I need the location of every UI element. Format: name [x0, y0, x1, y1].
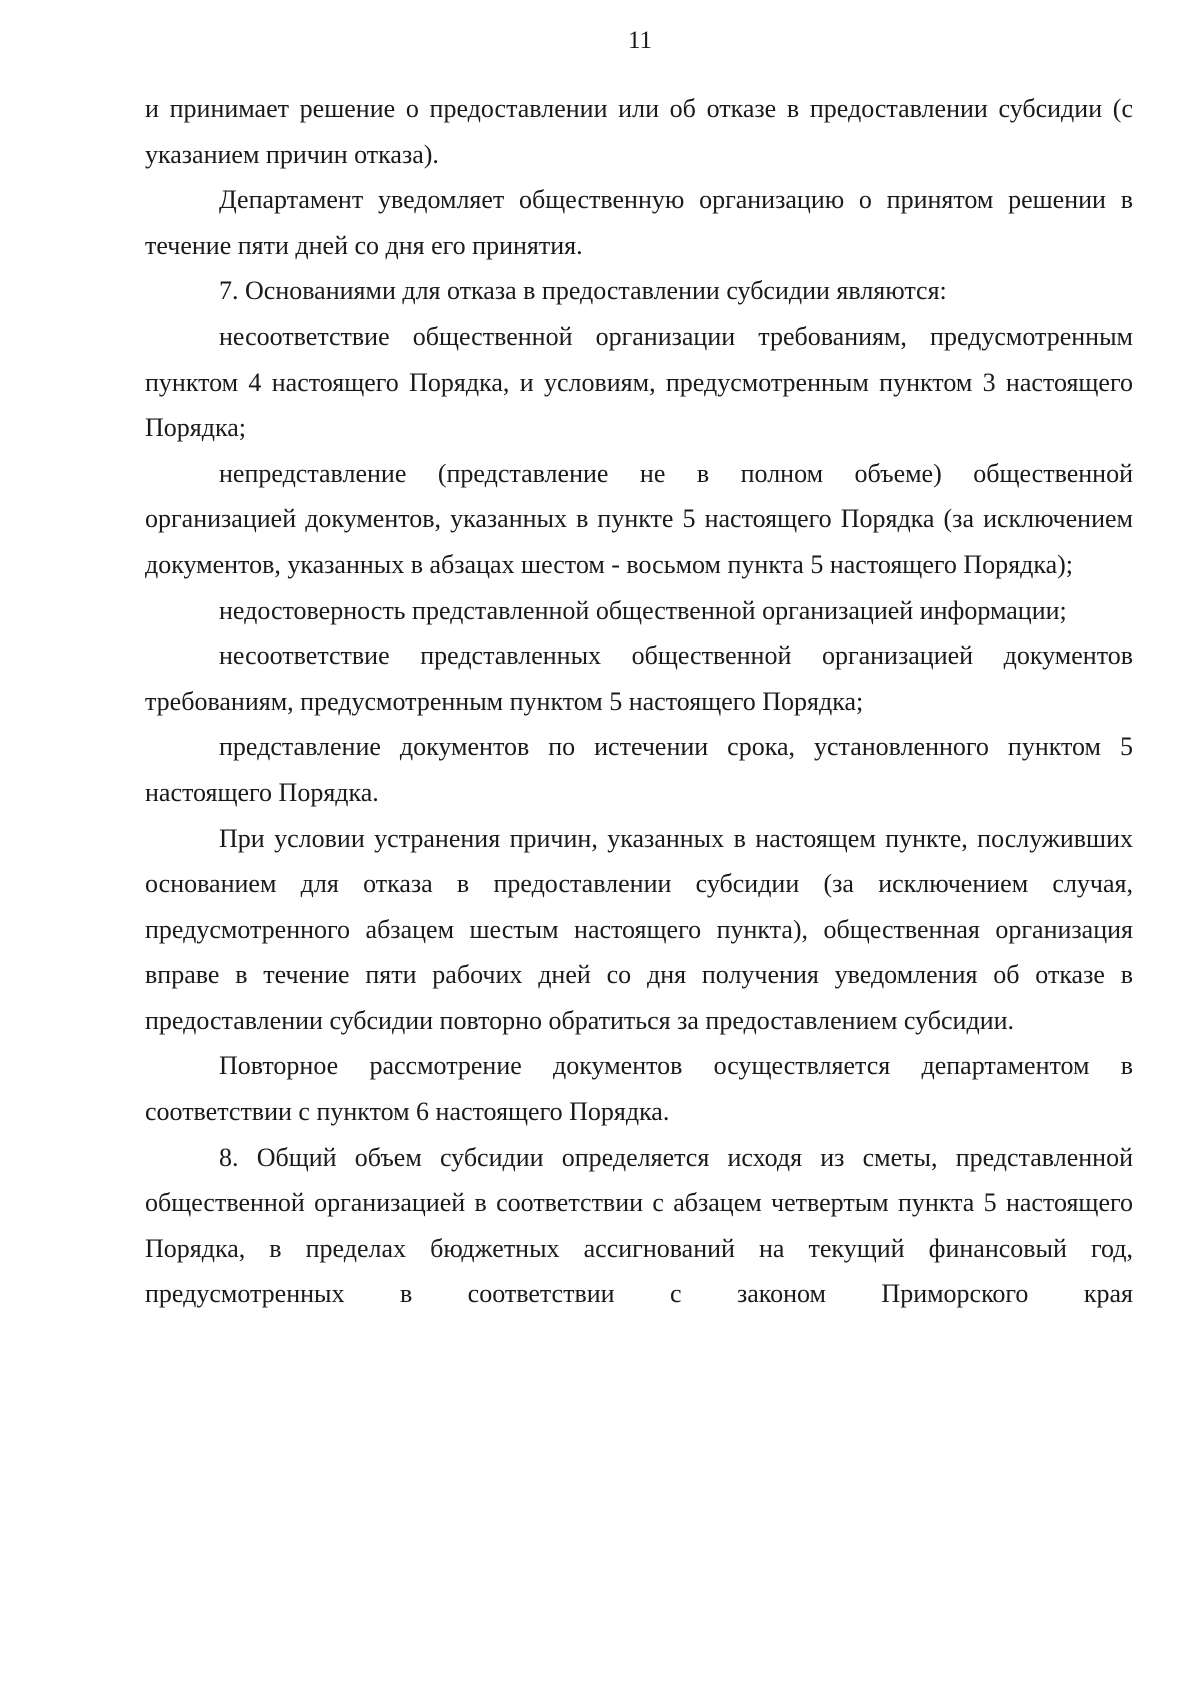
paragraph: несоответствие общественной организации требованиям, предусмотренным пунктом 4 настоящего Порядка, и условиям, предусмотренным пунктом 3 настоящего Порядка;: [145, 321, 1133, 443]
paragraph: 8. Общий объем субсидии определяется исходя из сметы, представленной общественной организацией в соответствии с абзацем четвертым пункта 5 настоящего Порядка, в пределах бюджетных ассигнований на текущий финансовый год, предусмотренных в соответствии с законом Приморского края: [145, 1142, 1133, 1309]
page-number: 11: [627, 27, 653, 54]
paragraph: 7. Основаниями для отказа в предоставлении субсидии являются:: [219, 276, 947, 306]
paragraph: При условии устранения причин, указанных в настоящем пункте, послуживших основанием для отказа в предоставлении субсидии (за исключением случая, предусмотренного абзацем шестым настоящего пункта), общественная организация вправе в течение пяти рабочих дней со дня получения уведомления об отказе в предоставлении субсидии повторно обратиться за предоставлением субсидии.: [145, 823, 1133, 1035]
paragraph: Повторное рассмотрение документов осуществляется департаментом в соответствии с пунктом 6 настоящего Порядка.: [145, 1051, 1133, 1127]
document-body: [145, 86, 1133, 1317]
paragraph: недостоверность представленной общественной организацией информации;: [219, 595, 1067, 625]
paragraph: представление документов по истечении срока, установленного пунктом 5 настоящего Порядка.: [145, 732, 1133, 807]
paragraph: непредставление (представление не в полном объеме) общественной организацией документов, указанных в пункте 5 настоящего Порядка (за исключением документов, указанных в абзацах шестом - восьмом пункта 5 настоящего Порядка);: [145, 458, 1133, 579]
paragraph: несоответствие представленных общественной организацией документов требованиям, предусмотренным пунктом 5 настоящего Порядка;: [145, 641, 1133, 716]
paragraph: и принимает решение о предоставлении или об отказе в предоставлении субсидии (с указанием причин отказа).: [145, 94, 1133, 169]
paragraph: Департамент уведомляет общественную организацию о принятом решении в течение пяти дней со дня его принятия.: [145, 185, 1133, 260]
